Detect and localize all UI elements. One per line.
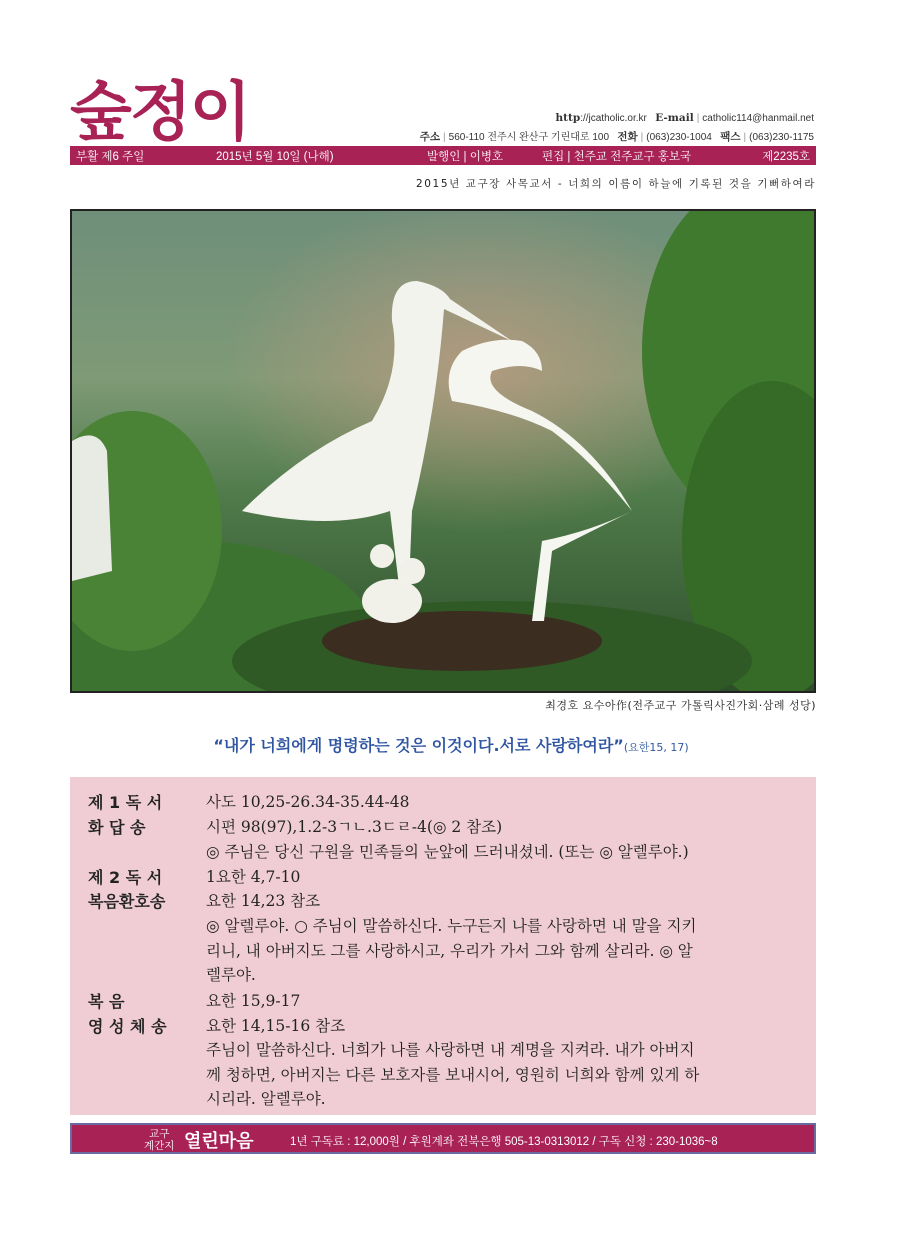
reading-text: 요한 14,15-16 참조 xyxy=(206,1017,346,1035)
theme-quote xyxy=(0,733,902,756)
reading-text: 요한 14,23 참조 xyxy=(206,892,321,910)
contact-line-web: http://jcatholic.or.kr E-mail | catholic114@hanmail.net xyxy=(555,112,814,124)
footer-bar xyxy=(70,1123,816,1154)
reading-text: 렐루야. xyxy=(206,966,256,984)
reading-text: 1요한 4,7-10 xyxy=(206,868,301,886)
footer-tag: 교구 계간지 xyxy=(144,1128,175,1152)
reading-text: 리니, 내 아버지도 그를 사랑하시고, 우리가 가서 그와 함께 살리라. ◎ 알 xyxy=(206,942,693,960)
reading-label: 영 성 체 송 xyxy=(88,1017,167,1036)
photo-credit: 최경호 요수아作(전주교구 가톨릭사진가회·삼례 성당) xyxy=(545,699,816,712)
publisher: 발행인 | 이병호 xyxy=(427,151,504,163)
quote-reference: (요한15, 17) xyxy=(623,741,689,754)
cover-photo xyxy=(70,209,816,693)
egrets-photo-illustration xyxy=(72,211,814,691)
sunday-label: 부활 제6 주일 xyxy=(76,151,145,163)
quote-text: “내가 너희에게 명령하는 것은 이것이다.서로 사랑하여라” xyxy=(213,736,624,755)
pastoral-letter-title: 2015년 교구장 사목교서 - 너희의 이름이 하늘에 기록된 것을 기뻐하여라 xyxy=(415,178,816,190)
reading-label: 복 음 xyxy=(88,992,125,1011)
editor: 편집 | 천주교 전주교구 홍보국 xyxy=(542,151,692,163)
issue-number: 제2235호 xyxy=(762,151,810,163)
reading-text: 사도 10,25-26.34-35.44-48 xyxy=(206,793,410,811)
reading-text: 께 청하면, 아버지는 다른 보호자를 보내시어, 영원히 너희와 함께 있게 하 xyxy=(206,1066,700,1084)
subscription-info: 1년 구독료 : 12,000원 / 후원계좌 전북은행 505-13-0313012 / 구독 신청 : 230-1036~8 xyxy=(290,1136,718,1148)
reading-text: 주님이 말씀하신다. 너희가 나를 사랑하면 내 계명을 지켜라. 내가 아버지 xyxy=(206,1041,695,1059)
email-link[interactable]: catholic114@hanmail.net xyxy=(702,113,814,124)
reading-text: ◎ 알렐루야. ○ 주님이 말씀하신다. 누구든지 나를 사랑하면 내 말을 지키 xyxy=(206,917,697,935)
issue-date: 2015년 5월 10일 (나해) xyxy=(216,151,334,163)
reading-text: 요한 15,9-17 xyxy=(206,992,301,1010)
magazine-logo: 열린마음 xyxy=(184,1131,254,1152)
contact-line-address: 주소 | 560-110 전주시 완산구 기린대로 100 전화 | (063)230-1004 팩스 | (063)230-1175 xyxy=(419,131,814,143)
reading-label: 제 2 독 서 xyxy=(88,868,163,887)
logo xyxy=(68,72,278,144)
reading-text: ◎ 주님은 당신 구원을 민족들의 눈앞에 드러내셨네. (또는 ◎ 알렐루야.) xyxy=(206,843,689,861)
info-bar xyxy=(70,146,816,165)
reading-label: 화 답 송 xyxy=(88,818,146,837)
reading-label: 제 1 독 서 xyxy=(88,793,163,812)
reading-text: 시리라. 알렐루야. xyxy=(206,1090,326,1108)
reading-label: 복음환호송 xyxy=(88,892,166,911)
reading-text: 시편 98(97),1.2-3ㄱㄴ.3ㄷㄹ-4(◎ 2 참조) xyxy=(206,818,503,836)
logo-text: 숲정이 xyxy=(70,76,250,144)
